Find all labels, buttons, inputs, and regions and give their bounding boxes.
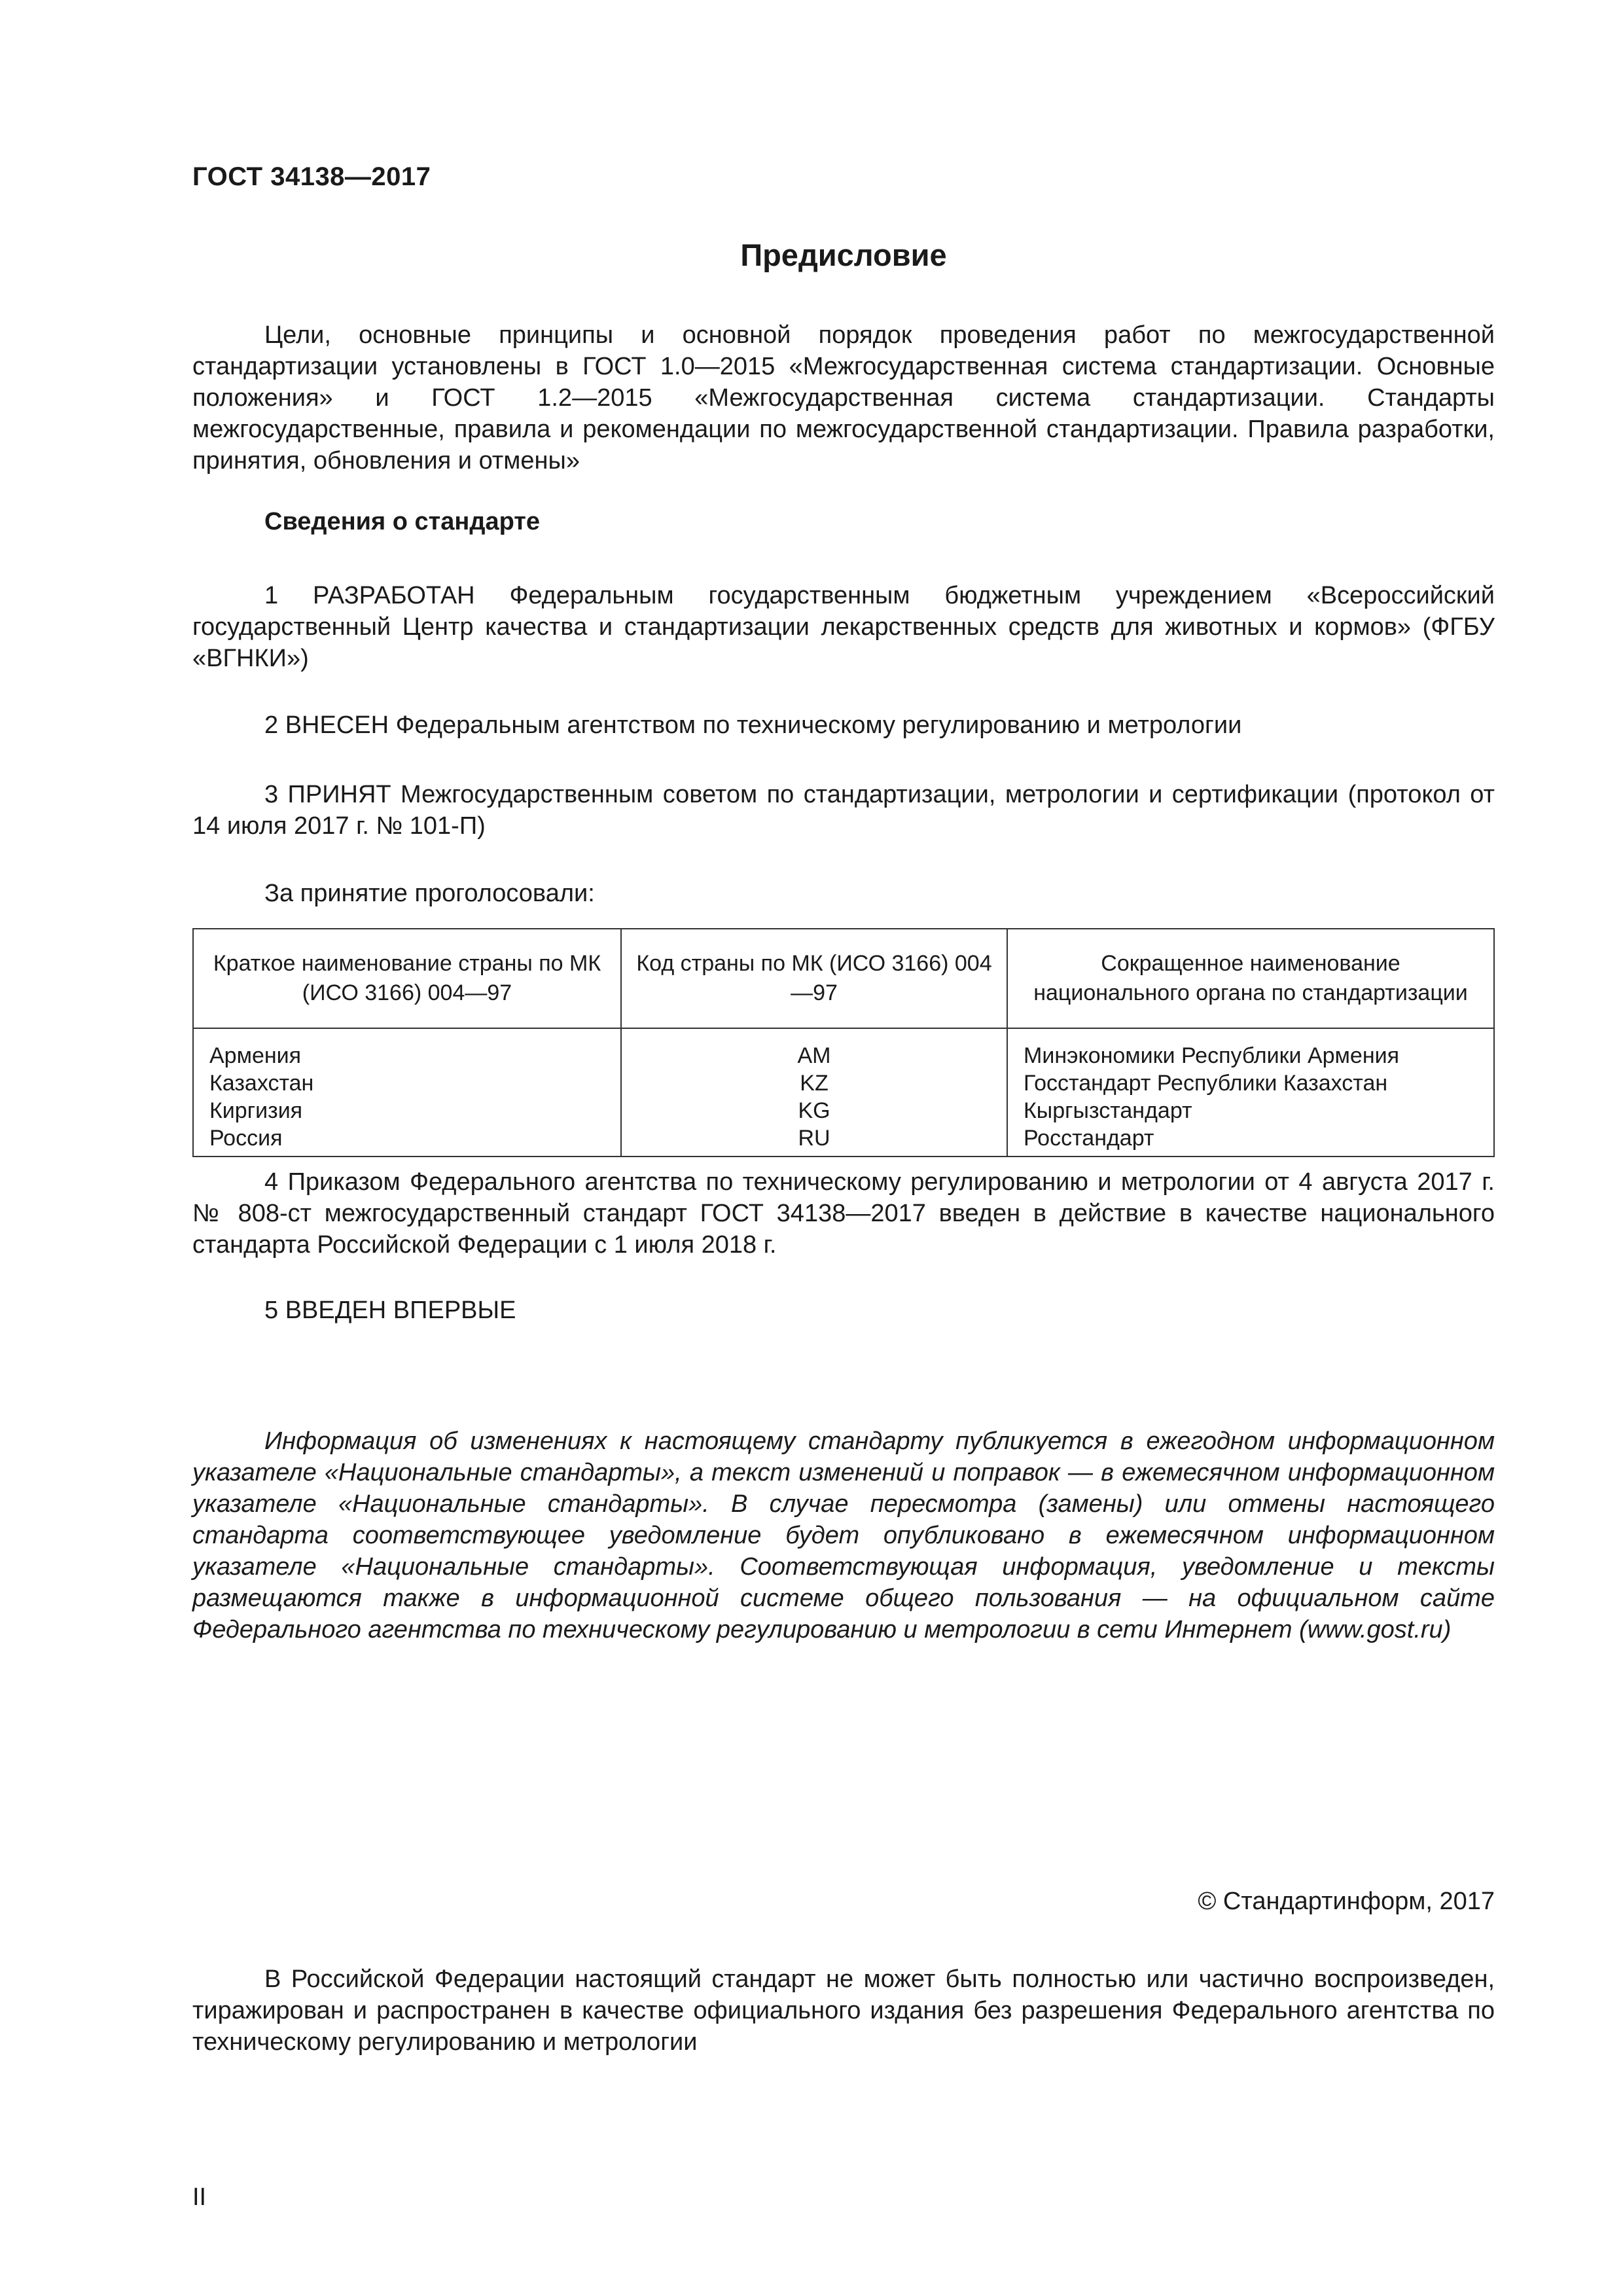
header-country-name: Краткое наименование страны по МК (ИСО 3166) 004—97 [193, 929, 621, 1028]
info-heading: Сведения о стандарте [264, 508, 541, 535]
voting-table [192, 928, 1495, 1157]
table-row [193, 1069, 1494, 1097]
cell-body: Росстандарт [1007, 1124, 1494, 1157]
cell-body: Госстандарт Республики Казахстан [1007, 1069, 1494, 1097]
cell-country: Казахстан [193, 1069, 621, 1097]
cell-code: AM [621, 1028, 1007, 1069]
cell-body: Кыргызстандарт [1007, 1097, 1494, 1124]
rights-notice: В Российской Федерации настоящий стандарт не может быть полностью или частично воспроизведен, тиражирован и распространен в качестве официального издания без разрешения Федерального агентства по техническому регулированию и метрологии [192, 1965, 1495, 2056]
item-5: 5 ВВЕДЕН ВПЕРВЫЕ [264, 1297, 516, 1324]
item-3: 3 ПРИНЯТ Межгосударственным советом по стандартизации, метрологии и сертификации (протокол от 14 июля 2017 г. № 101-П) [192, 781, 1495, 840]
cell-country: Россия [193, 1124, 621, 1157]
intro-paragraph: Цели, основные принципы и основной порядок проведения работ по межгосударственной стандартизации установлены в ГОСТ 1.0—2015 «Межгосударственная система стандартизации. Основные положения» и ГОСТ 1.2—2015 «Межгосударственная система стандартизации. Стандарты межгосударственные, правила и рекомендации по межгосударственной стандартизации. Правила разработки, принятия, обновления и отмены» [192, 321, 1495, 475]
cell-code: KZ [621, 1069, 1007, 1097]
cell-body: Минэкономики Республики Армения [1007, 1028, 1494, 1069]
cell-code: KG [621, 1097, 1007, 1124]
item-2: 2 ВНЕСЕН Федеральным агентством по техническому регулированию и метрологии [264, 711, 1242, 739]
item-4: 4 Приказом Федерального агентства по техническому регулированию и метрологии от 4 августа 2017 г. № 808-ст межгосударственный стандарт ГОСТ 34138—2017 введен в действие в качестве национального стандарта Российской Федерации с 1 июля 2018 г. [192, 1168, 1495, 1259]
item-1: 1 РАЗРАБОТАН Федеральным государственным бюджетным учреждением «Всероссийский государственный Центр качества и стандартизации лекарственных средств для животных и кормов» (ФГБУ «ВГНКИ») [192, 582, 1495, 672]
cell-country: Армения [193, 1028, 621, 1069]
header-national-body: Сокращенное наименование национального органа по стандартизации [1007, 929, 1494, 1028]
page-title: Предисловие [740, 238, 947, 272]
header-country-code: Код страны по МК (ИСО 3166) 004—97 [621, 929, 1007, 1028]
amendment-notice: Информация об изменениях к настоящему стандарту публикуется в ежегодном информационном указателе «Национальные стандарты», а текст изменений и поправок — в ежемесячном информационном указателе «Национальные стандарты». В случае пересмотра (замены) или отмены настоящего стандарта соответствующее уведомление будет опубликовано в ежемесячном информационном указателе «Национальные стандарты». Соответствующая информация, уведомление и тексты размещаются также в информационной системе общего пользования — на официальном сайте Федерального агентства по техническому регулированию и метрологии в сети Интернет (www.gost.ru) [192, 1427, 1495, 1643]
standard-code: ГОСТ 34138—2017 [192, 162, 431, 191]
table-row [193, 1097, 1494, 1124]
cell-code: RU [621, 1124, 1007, 1157]
table-row [193, 1028, 1494, 1069]
cell-country: Киргизия [193, 1097, 621, 1124]
table-row [193, 1124, 1494, 1157]
page-number: II [192, 2183, 207, 2211]
table-header-row [193, 929, 1494, 1028]
vote-label: За принятие проголосовали: [264, 880, 595, 907]
copyright-line: © Стандартинформ, 2017 [1198, 1888, 1495, 1915]
